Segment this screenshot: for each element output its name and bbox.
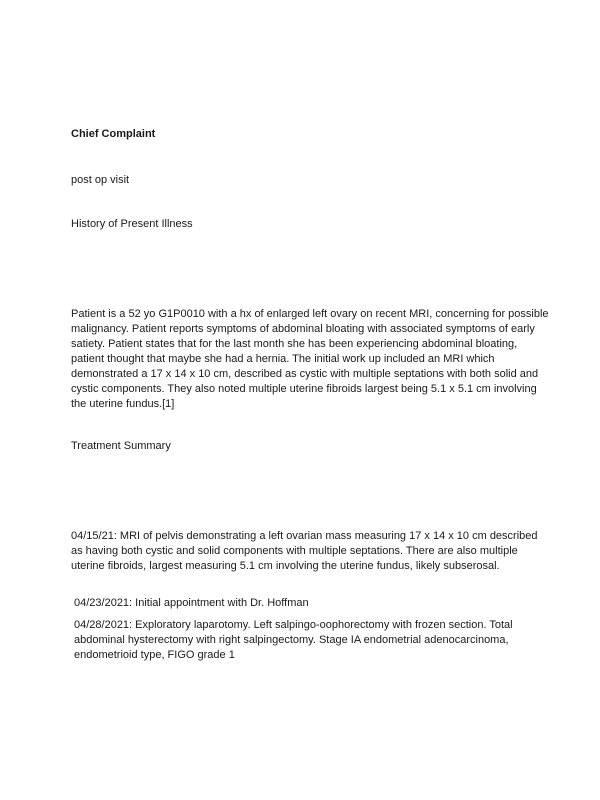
chief-complaint-value: post op visit bbox=[71, 174, 130, 186]
treatment-entry: 04/15/21: MRI of pelvis demonstrating a left ovarian mass measuring 17 x 14 x 10 cm described as having both cystic and solid components with multiple septations. There are also multiple uterine fibroids, largest measuring 5.1 cm involving the uterine fundus, likely subserosal. bbox=[71, 530, 538, 572]
treatment-summary-heading: Treatment Summary bbox=[71, 440, 171, 452]
hpi-text: Patient is a 52 yo G1P0010 with a hx of enlarged left ovary on recent MRI, concerning for possible malignancy. Patient reports symptoms of abdominal bloating with associated symptoms of early satiety. Patient states that for the last month she has been experiencing abdominal bloating, patient thought that maybe she had a hernia. The initial work up included an MRI which demonstrated a 17 x 14 x 10 cm, described as cystic with multiple septations with both solid and cystic components. They also noted multiple uterine fibroids largest being 5.1 x 5.1 cm involving the uterine fundus.[1] bbox=[71, 308, 549, 410]
hpi-heading: History of Present Illness bbox=[71, 218, 193, 230]
treatment-entry: 04/28/2021: Exploratory laparotomy. Left salpingo-oophorectomy with frozen section. Total abdominal hysterectomy with right salpingectomy. Stage IA endometrial adenocarcinoma, endometrioid type, FIGO grade 1 bbox=[74, 619, 513, 661]
treatment-entry: 04/23/2021: Initial appointment with Dr. Hoffman bbox=[74, 597, 309, 609]
chief-complaint-heading: Chief Complaint bbox=[71, 128, 156, 140]
